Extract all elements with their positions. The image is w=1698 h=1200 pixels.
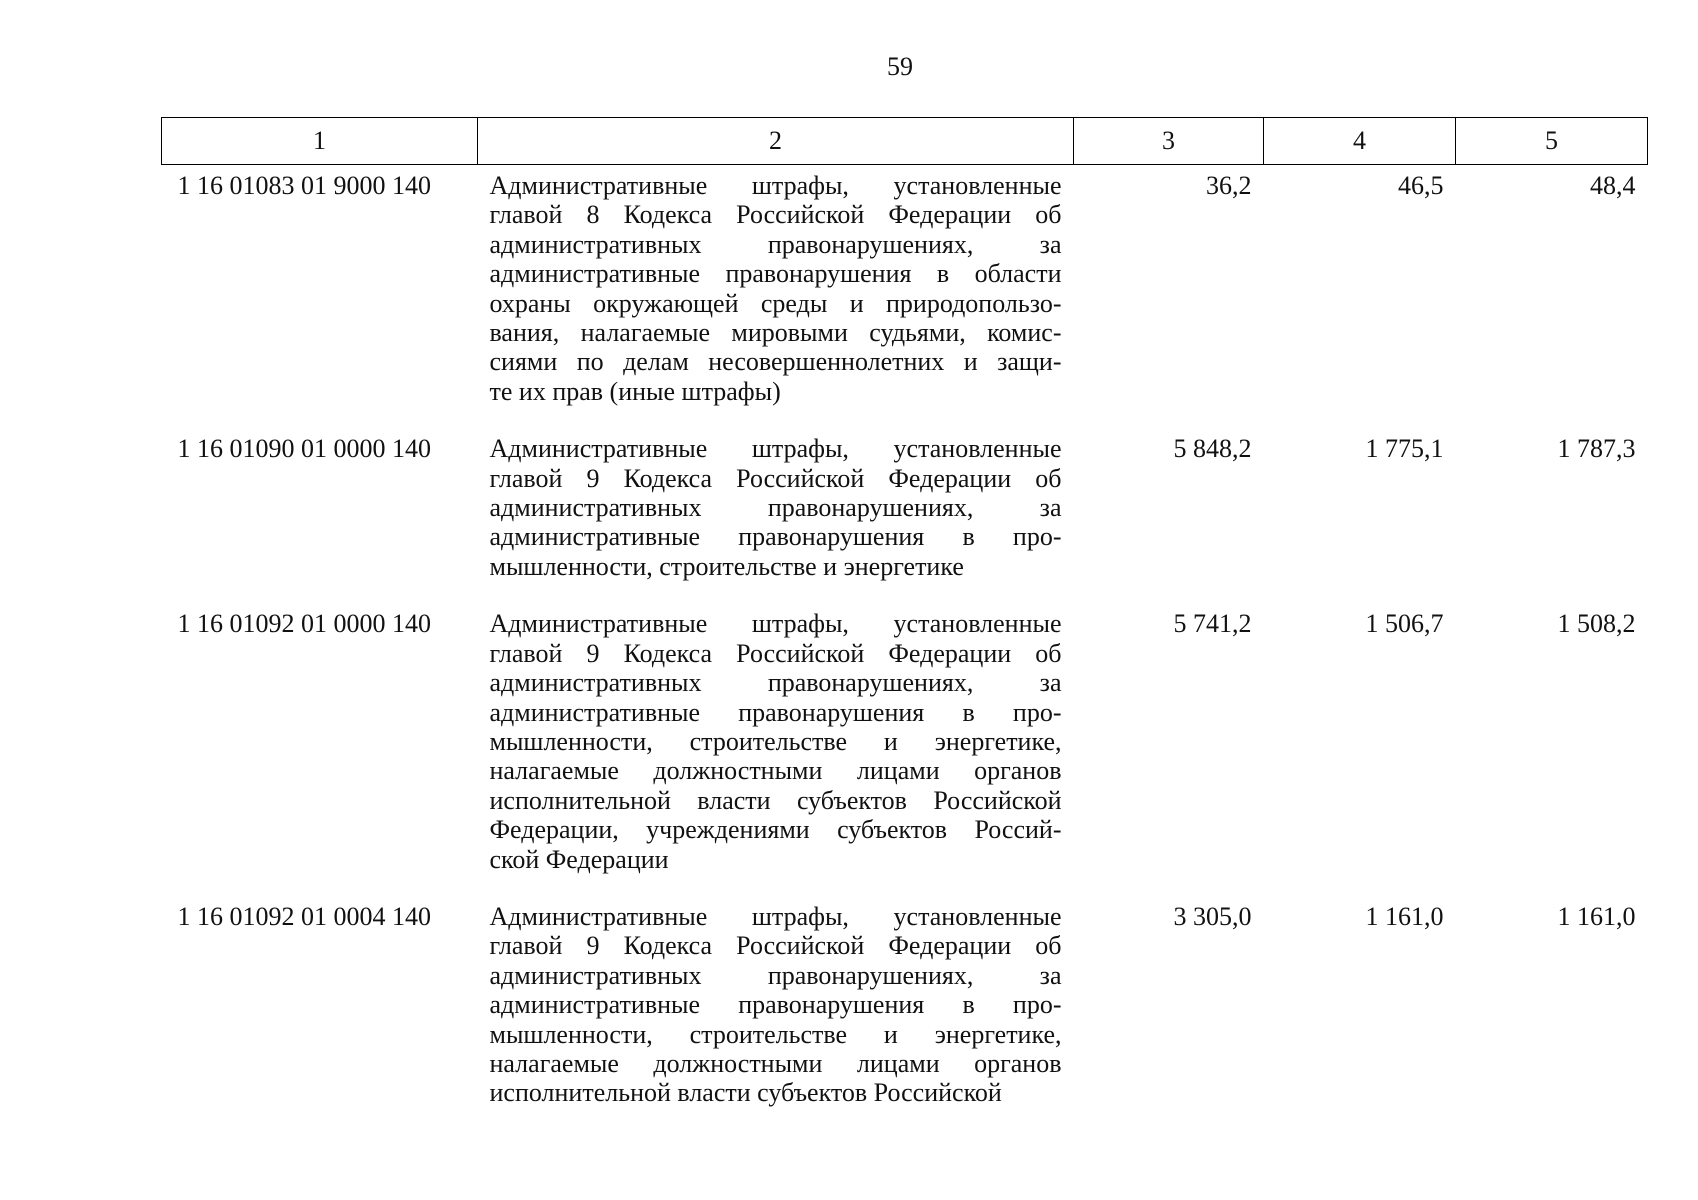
description-line: административных правонарушениях, за: [489, 229, 1062, 259]
description-line: главой 9 Кодекса Российской Федерации об: [489, 931, 1062, 961]
description-cell: [478, 165, 1074, 429]
description-line: сиями по делам несовершеннолетних и защи-: [489, 347, 1062, 377]
header-col-1: 1: [162, 118, 478, 165]
table-row: [162, 603, 1648, 896]
table-body: [162, 165, 1648, 1108]
value-cell-col4: 46,5: [1398, 171, 1444, 200]
description-line: административные правонарушения в про-: [489, 990, 1062, 1020]
description-line: главой 8 Кодекса Российской Федерации об: [489, 200, 1062, 230]
description-cell: [478, 428, 1074, 603]
description-line: мышленности, строительстве и энергетике,: [489, 1019, 1062, 1049]
header-col-3: 3: [1074, 118, 1264, 165]
description-line: Административные штрафы, установленные: [489, 171, 1062, 200]
header-col-2: 2: [478, 118, 1074, 165]
description-line: исполнительной власти субъектов Российской: [489, 1078, 1002, 1108]
header-col-5: 5: [1456, 118, 1648, 165]
revenue-code-cell: 1 16 01083 01 9000 140: [177, 171, 431, 200]
description-line: Административные штрафы, установленные: [489, 901, 1062, 931]
description-line: главой 9 Кодекса Российской Федерации об: [489, 463, 1062, 493]
description-cell: [478, 896, 1074, 1108]
value-cell-col4: 1 775,1: [1365, 434, 1444, 464]
value-cell-col5: 1 787,3: [1557, 434, 1636, 464]
budget-table: [161, 117, 1648, 1108]
revenue-code-cell: 1 16 01092 01 0004 140: [177, 901, 431, 931]
description-line: те их прав (иные штрафы): [489, 376, 781, 406]
value-cell-col4: 1 161,0: [1365, 901, 1444, 931]
description-line: вания, налагаемые мировыми судьями, комис-: [489, 318, 1062, 348]
value-cell-col5: 1 161,0: [1557, 901, 1636, 931]
revenue-code-cell: 1 16 01090 01 0000 140: [177, 434, 431, 464]
header-col-4: 4: [1264, 118, 1456, 165]
value-cell-col4: 1 506,7: [1365, 609, 1444, 639]
description-line: административные правонарушения в про-: [489, 697, 1062, 727]
value-cell-col5: 48,4: [1590, 171, 1636, 200]
description-line: исполнительной власти субъектов Российской: [489, 785, 1062, 815]
description-line: ской Федерации: [489, 844, 669, 874]
table-row: [162, 428, 1648, 603]
description-line: административных правонарушениях, за: [489, 668, 1062, 698]
description-line: главой 9 Кодекса Российской Федерации об: [489, 638, 1062, 668]
description-line: административных правонарушениях, за: [489, 493, 1062, 523]
value-cell-col3: 5 848,2: [1173, 434, 1252, 464]
value-cell-col5: 1 508,2: [1557, 609, 1636, 639]
value-cell-col3: 36,2: [1206, 171, 1252, 200]
table-row: [162, 896, 1648, 1108]
description-line: налагаемые должностными лицами органов: [489, 1048, 1062, 1078]
description-line: административные правонарушения в области: [489, 259, 1062, 289]
description-line: мышленности, строительстве и энергетике,: [489, 726, 1062, 756]
header-row: [162, 118, 1648, 165]
value-cell-col3: 3 305,0: [1173, 901, 1252, 931]
description-line: налагаемые должностными лицами органов: [489, 756, 1062, 786]
value-cell-col3: 5 741,2: [1173, 609, 1252, 639]
description-line: охраны окружающей среды и природопользо-: [489, 288, 1062, 318]
description-line: Федерации, учреждениями субъектов Россий-: [489, 815, 1062, 845]
page-number: 59: [887, 52, 913, 81]
description-line: административных правонарушениях, за: [489, 960, 1062, 990]
description-line: Административные штрафы, установленные: [489, 609, 1062, 639]
description-line: мышленности, строительстве и энергетике: [489, 551, 964, 581]
revenue-code-cell: 1 16 01092 01 0000 140: [177, 609, 431, 639]
description-line: административные правонарушения в про-: [489, 522, 1062, 552]
description-line: Административные штрафы, установленные: [489, 434, 1062, 464]
table-header: [162, 118, 1648, 165]
table-row: [162, 165, 1648, 429]
description-cell: [478, 603, 1074, 896]
